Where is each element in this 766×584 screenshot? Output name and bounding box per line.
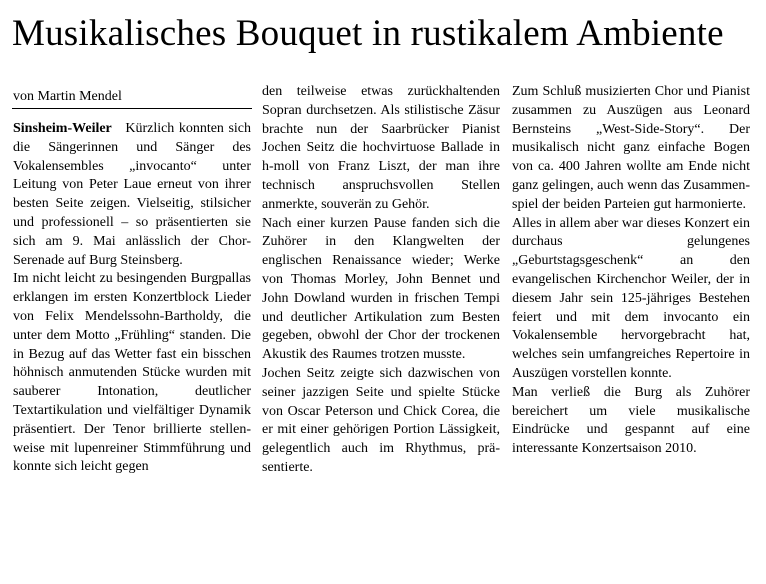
paragraph: Alles in allem aber war dieses Konzert ein durchaus gelungenes „Geburtstagsgeschenk“ an den evangelischen Kirchenchor Weiler, der in diesem Jahr sein 125-jähriges Bestehen feiert und mit dem invocanto ein Vokalensemble hervorgebracht hat, welches sein umfangreiches Repertoire in Auszügen vorstellen konnte. (512, 215, 750, 381)
paragraph: Jochen Seitz zeigte sich dazwischen von seiner jazzigen Seite und spielte Stücke von Oscar Peterson und Chick Corea, die er mit einer gehörigen Portion Lässigkeit, gelegentlich auch im Rhythmus, präsentierte. (262, 365, 500, 475)
dateline: Sinsheim-Weiler (13, 121, 112, 136)
byline: von Martin Mendel (13, 89, 122, 104)
column-2 (262, 83, 500, 478)
paragraph: Im nicht leicht zu besingenden Burgpallas erklangen im ersten Konzertblock Lieder von Felix Mendelssohn-Bartholdy, die unter dem Motto „Frühling“ standen. Die in Bezug auf das Wetter fast ein bisschen höhnisch anmutenden Stücke wurden mit sauberer Intonation, deutlicher Textartikulation und vielfältiger Dynamik präsentiert. Der Tenor brillierte stellenweise mit lupenreiner Stimmführung und konnte sich leicht gegen (13, 271, 251, 475)
paragraph-text: Kürzlich konnten sich die Sängerinnen und Sänger des Vokalensembles „invocanto“ unter Leitung von Peter Laue erneut von ihrer besten Seite zeigen. Vielseitig, stilsicher und professionell – so präsentierten sie sich am 9. Mai anlässlich der Chor-Serenade auf Burg Steinsberg. (13, 121, 251, 268)
column-3 (512, 83, 750, 459)
paragraph: Nach einer kurzen Pause fanden sich die Zuhörer in den Klangwelten der englischen Renaissance wieder; Werke von Thomas Morley, John Bennet und John Dowland wurden in frischen Tempi und deutlicher Artikulation zum Besten gegeben, obwohl der Chor der trockenen Akustik des Raumes trotzen musste. (262, 215, 500, 363)
paragraph (13, 120, 251, 270)
byline-divider (12, 108, 252, 109)
paragraph: Man verließ die Burg als Zuhörer bereichert um viele musikalische Eindrücke und gespannt auf eine interessante Konzertsaison 2010. (512, 384, 750, 457)
column-1 (13, 120, 251, 477)
headline: Musikalisches Bouquet in rustikalem Ambiente (12, 13, 724, 54)
paragraph: den teilweise etwas zurückhaltenden Sopran durchsetzen. Als stilistische Zäsur brachte nun der Saarbrücker Pianist Jochen Seitz die hochvirtuose Ballade in h-moll von Franz Liszt, der man ihre technisch anspruchsvollen Stellen anmerkte, souverän zu Gehör. (262, 84, 500, 212)
paragraph: Zum Schluß musizierten Chor und Pianist zusammen zu Auszügen aus Leonard Bernsteins „West-Side-Story“. Der musikalisch nicht ganz einfache Bogen von ca. 400 Jahren wollte am Ende nicht ganz gelingen, auch wenn das Zusammenspiel der beiden Parteien gut harmonierte. (512, 84, 750, 212)
